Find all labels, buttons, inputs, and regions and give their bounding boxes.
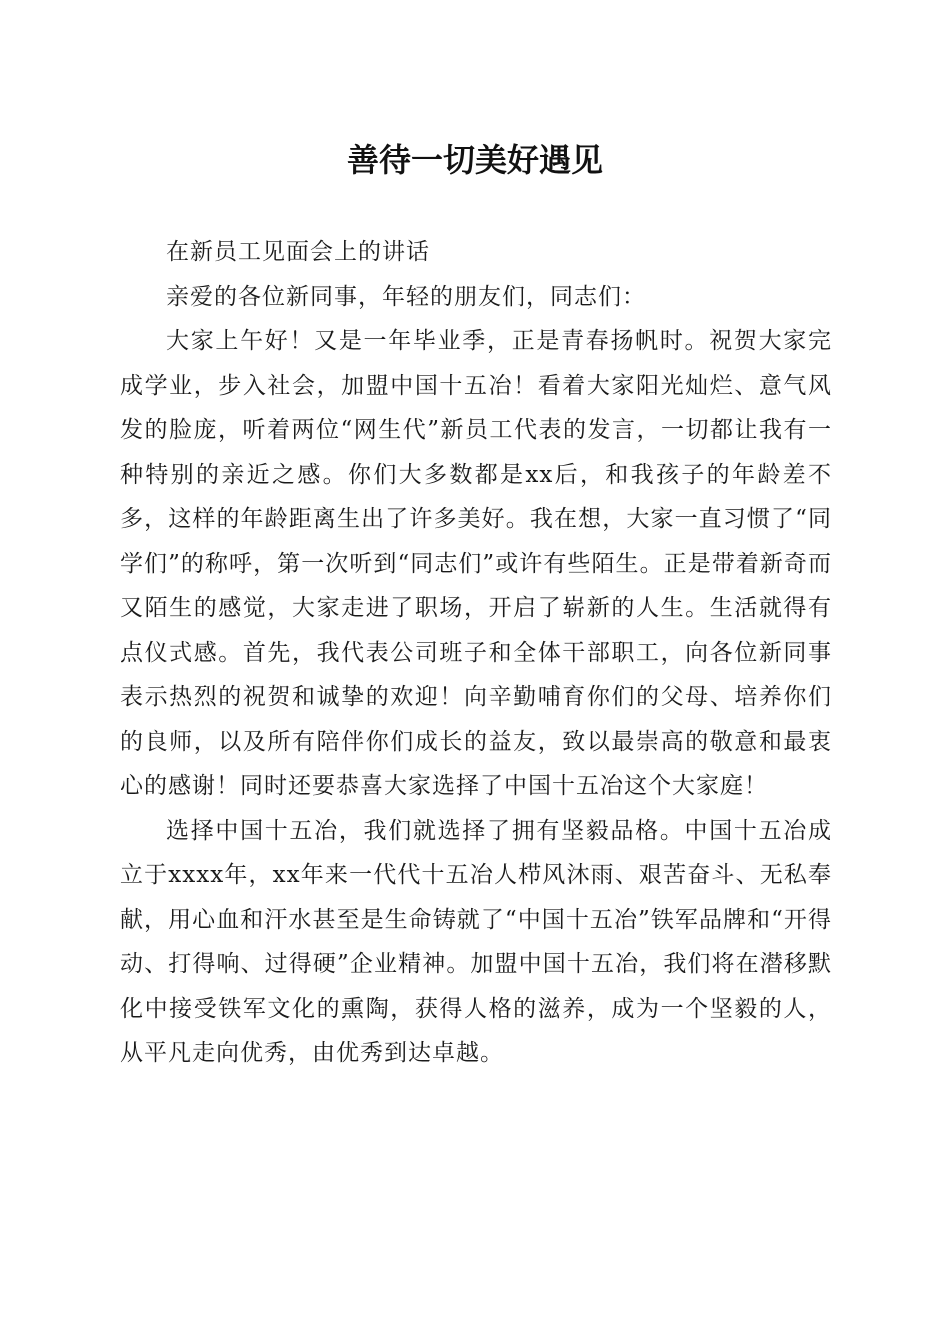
paragraph-company: 选择中国十五冶，我们就选择了拥有坚毅品格。中国十五冶成立于xxxx年，xx年来一代代十五冶人栉风沐雨、艰苦奋斗、无私奉献，用心血和汗水甚至是生命铸就了“中国十五冶”铁军品牌和“开得动、打得响、过得硬”企业精神。加盟中国十五冶，我们将在潜移默化中接受铁军文化的熏陶，获得人格的滋养，成为一个坚毅的人，从平凡走向优秀，由优秀到达卓越。 <box>120 817 832 1066</box>
salutation: 亲爱的各位新同事，年轻的朋友们，同志们： <box>166 283 646 310</box>
document-body <box>120 230 832 1076</box>
paragraph-welcome: 大家上午好！又是一年毕业季，正是青春扬帆时。祝贺大家完成学业，步入社会，加盟中国十五冶！看着大家阳光灿烂、意气风发的脸庞，听着两位“网生代”新员工代表的发言，一切都让我有一种特别的亲近之感。你们大多数都是xx后，和我孩子的年龄差不多，这样的年龄距离生出了许多美好。我在想，大家一直习惯了“同学们”的称呼，第一次听到“同志们”或许有些陌生。正是带着新奇而又陌生的感觉，大家走进了职场，开启了崭新的人生。生活就得有点仪式感。首先，我代表公司班子和全体干部职工，向各位新同事表示热烈的祝贺和诚挚的欢迎！向辛勤哺育你们的父母、培养你们的良师，以及所有陪伴你们成长的益友，致以最崇高的敬意和最衷心的感谢！同时还要恭喜大家选择了中国十五冶这个大家庭！ <box>120 328 832 799</box>
speech-subtitle: 在新员工见面会上的讲话 <box>166 239 430 265</box>
document-title: 善待一切美好遇见 <box>346 141 603 179</box>
